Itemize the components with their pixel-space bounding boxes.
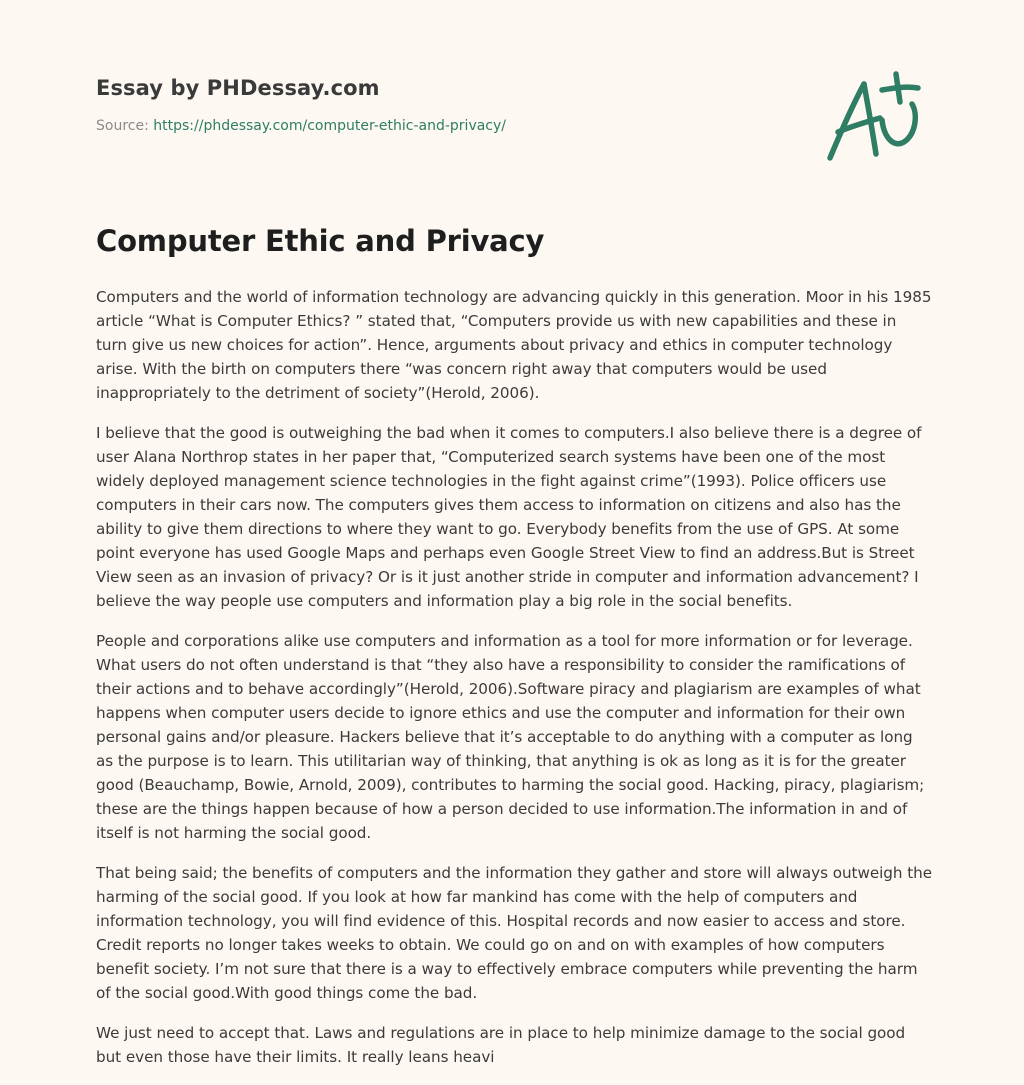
paragraph: People and corporations alike use computers and information as a tool for more information or for leverage. What users do not often understand is that “they also have a responsibility to consider the ramifications of their actions and to behave accordingly”(Herold, 2006).Software piracy and plagiarism are examples of what happens when computer users decide to ignore ethics and use the computer and information for their own personal gains and/or pleasure. Hackers believe that it’s acceptable to do anything with a computer as long as the purpose is to learn. This utilitarian way of thinking, that anything is ok as long as it is for the greater good (Beauchamp, Bowie, Arnold, 2009), contributes to harming the social good. Hacking, piracy, plagiarism; these are the things happen because of how a person decided to use information.The information in and of itself is not harming the social good.: [96, 632, 925, 842]
paragraph: I believe that the good is outweighing the bad when it comes to computers.I also believe there is a degree of user Alana Northrop states in her paper that, “Computerized search systems have been one of the most widely deployed management science technologies in the fight against crime”(1993). Police officers use computers in their cars now. The computers gives them access to information on citizens and also has the ability to give them directions to where they want to go. Everybody benefits from the use of GPS. At some point everyone has used Google Maps and perhaps even Google Street View to find an address.But is Street View seen as an invasion of privacy? Or is it just another stride in computer and information advancement? I believe the way people use computers and information play a big role in the social benefits.: [96, 424, 922, 610]
site-title: Essay by PHDessay.com: [96, 76, 380, 100]
essay-title: Computer Ethic and Privacy: [96, 224, 545, 258]
source-label: Source:: [96, 118, 154, 134]
source-line: [96, 118, 506, 134]
essay-body: [96, 285, 932, 1085]
paragraph: That being said; the benefits of computers and the information they gather and store will always outweigh the harming of the social good. If you look at how far mankind has come with the help of computers and information technology, you will find evidence of this. Hospital records and now easier to access and store. Credit reports no longer takes weeks to obtain. We could go on and on with examples of how computers benefit society. I’m not sure that there is a way to effectively embrace computers while preventing the harm of the social good.With good things come the bad.: [96, 864, 933, 1002]
paragraph: We just need to accept that. Laws and regulations are in place to help minimize damage to the social good but even those have their limits. It really leans heavi: [96, 1024, 906, 1066]
a-plus-logo: [818, 66, 928, 166]
source-link[interactable]: https://phdessay.com/computer-ethic-and-privacy/: [153, 118, 507, 134]
page-header: [96, 76, 506, 134]
paragraph: Computers and the world of information technology are advancing quickly in this generation. Moor in his 1985 article “What is Computer Ethics? ” stated that, “Computers provide us with new capabilities and these in turn give us new choices for action”. Hence, arguments about privacy and ethics in computer technology arise. With the birth on computers there “was concern right away that computers would be used inappropriately to the detriment of society”(Herold, 2006).: [96, 288, 932, 402]
